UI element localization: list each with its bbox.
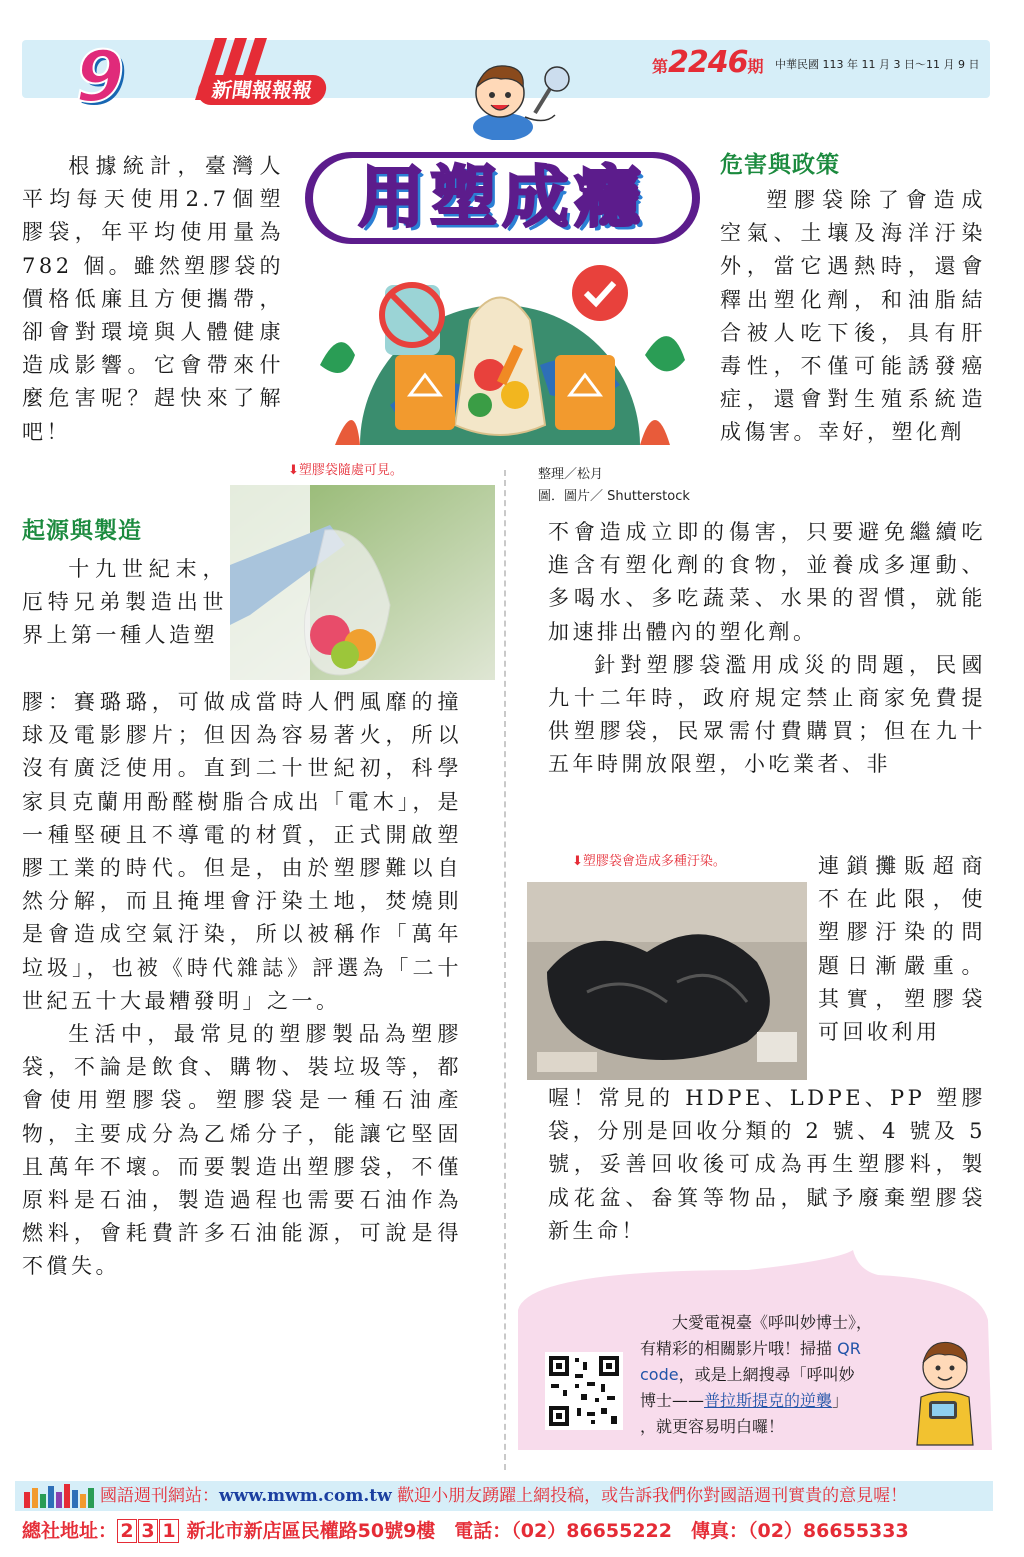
column-divider <box>504 470 506 1470</box>
date-range: 中華民國 113 年 11 月 3 日～11 月 9 日 <box>775 58 980 71</box>
origin-paragraph-rest: 膠：賽璐璐，可做成當時人們風靡的撞球及電影膠片；但因為容易著火，所以沒有廣泛使用。直到二十世紀初，科學家貝克蘭用酚醛樹脂合成出「電木」，是一種堅硬且不導電的材質，正式開啟塑膠工業的時代。但是，由於塑膠難以自然分解，而且掩埋會汙染土地，焚燒則是會造成空氣汙染，所以被稱作「萬年垃圾」，也被《時代雜誌》評選為「二十世紀五十大最糟發明」之一。 <box>22 690 462 1013</box>
origin-paragraphs <box>22 686 462 1284</box>
credits <box>534 462 709 508</box>
policy-paragraph-2-cont: 連鎖攤販超商不在此限，使塑膠汙染的問題日漸嚴重。其實，塑膠袋可回收利用 <box>818 854 986 1045</box>
credit-editor: 整理／松月 <box>538 467 604 482</box>
policy-paragraphs <box>548 516 986 782</box>
origin-paragraph-start: 十九世紀末，厄特兄弟製造出世界上第一種人造塑 <box>22 557 227 648</box>
footer-address: 總社地址： 2 3 1 新北市新店區民權路50號9樓 電話：（02）86655222 傳真：（02）86655333 <box>22 1520 909 1542</box>
trash-bag-photo <box>527 882 807 1080</box>
page-number: 9 <box>75 36 125 118</box>
program-episode-link[interactable]: 普拉斯提克的逆襲 <box>704 1391 833 1410</box>
heading-policy: 危害與政策 <box>720 152 840 178</box>
plastic-bag-photo <box>230 485 495 680</box>
promo-line-5: ，就更容易明白囉！ <box>640 1417 785 1436</box>
qr-code-icon[interactable] <box>545 1352 623 1430</box>
policy-paragraph-rest: 不會造成立即的傷害，只要避免繼續吃進含有塑化劑的食物，並養成多運動、多喝水、多吃蔬菜、水果的習慣，就能加速排出體內的塑化劑。 <box>548 520 986 644</box>
checkmark-icon <box>572 265 628 321</box>
issue-number: 第2246期 <box>652 45 764 80</box>
promo-line-1: 大愛電視臺《呼叫妙博士》， <box>672 1313 873 1332</box>
reporter-mascot-icon <box>455 55 585 140</box>
recycle-icon <box>395 355 455 430</box>
hero-illustration <box>300 245 700 460</box>
policy-paragraph-2: 針對塑膠袋濫用成災的問題，民國九十二年時，政府規定禁止商家免費提供塑膠袋，民眾需付費購買；但在九十五年時開放限塑，小吃業者、非 <box>548 652 986 777</box>
policy-paragraph-2-end: 喔！常見的 HDPE、LDPE、PP 塑膠袋，分別是回收分類的 2 號、4 號及 5 號，妥善回收後可成為再生塑膠料，製成花盆、畚箕等物品，賦予廢棄塑膠袋新生命！ <box>548 1086 986 1243</box>
website-link[interactable]: www.mwm.com.tw <box>219 1486 392 1506</box>
article-title: 用塑成癮 <box>358 159 647 236</box>
promo-text: 大愛電視臺《呼叫妙博士》， 有精彩的相關影片哦！掃描 QR code，或是上網搜尋「呼叫妙 博士——普拉斯提克的逆襲」 ，就更容易明白囉！ <box>640 1310 940 1440</box>
mwm-logo-icon <box>22 1482 97 1510</box>
heading-origin: 起源與製造 <box>22 518 142 544</box>
photo-caption-2: ⬇塑膠袋會造成多種汙染。 <box>572 854 726 869</box>
section-name: 新聞報報報 <box>196 75 328 105</box>
intro-paragraph: 根據統計，臺灣人平均每天使用2.7個塑膠袋，年平均使用量為 782 個。雖然塑膠袋的價格低廉且方便攜帶，卻會對環境與人體健康造成影響。它會帶來什麼危害呢？趕快來了解吧！ <box>22 154 284 444</box>
photo-caption-1: ⬇塑膠袋隨處可見。 <box>288 463 403 478</box>
footer-website: 國語週刊網站：www.mwm.com.tw 歡迎小朋友踴躍上網投稿，或告訴我們你對國語週刊實貴的意見喔！ <box>100 1486 908 1506</box>
origin-paragraph-2: 生活中，最常見的塑膠製品為塑膠袋，不論是飲食、購物、裝垃圾等，都會使用塑膠袋。塑膠袋是一種石油產物，主要成分為乙烯分子，能讓它堅固且萬年不壞。而要製造出塑膠袋，不僅原料是石油，製造過程也需要石油作為燃料，會耗費許多石油能源，可說是得不償失。 <box>22 1022 462 1279</box>
credit-image: 圖．圖片／ Shutterstock <box>538 489 690 504</box>
mascot-with-phone-icon <box>905 1335 985 1447</box>
policy-paragraph-start: 塑膠袋除了會造成空氣、土壤及海洋汙染外，當它遇熱時，還會釋出塑化劑，和油脂結合被人吃下後，具有肝毒性，不僅可能誘發癌症，還會對生殖系統造成傷害。幸好，塑化劑 <box>720 188 986 445</box>
recycle-icon <box>555 355 615 430</box>
